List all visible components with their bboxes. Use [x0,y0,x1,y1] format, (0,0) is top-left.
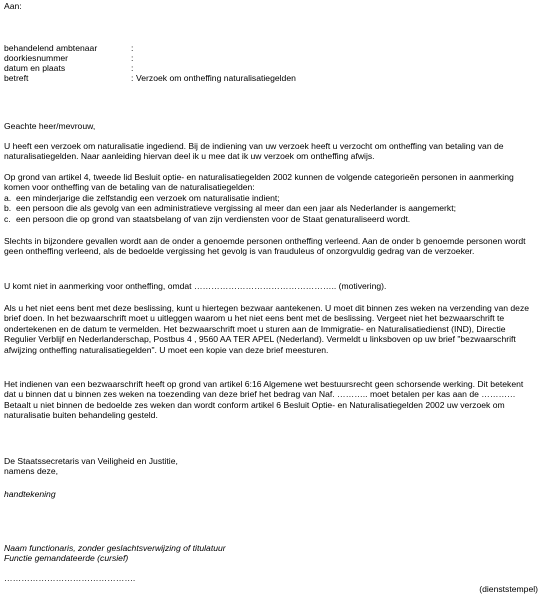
list-item-label: a. [4,192,12,203]
list-item-text: een persoon die als gevolg van een administratieve vergissing al meer dan een jaar als Nederlander is aangemerkt; [16,203,456,214]
salutation: Geachte heer/mevrouw, [4,121,96,131]
paragraph-intro: U heeft een verzoek om naturalisatie ingediend. Bij de indiening van uw verzoek heeft u verzocht om ontheffing van betaling van de naturalisatiegelden. Naar aanleiding hiervan deel ik u mee dat ik uw verzoek om ontheffing afwijs. [4,141,504,162]
meta-colon: : [131,63,134,73]
list-item [4,203,536,213]
paragraph-motivation: U komt niet in aanmerking voor ontheffing, omdat ………………………………………….. (motivering). [4,281,387,291]
paragraph-objection: Als u het niet eens bent met deze beslissing, kunt u hiertegen bezwaar aantekenen. U moet dit binnen zes weken na verzending van deze brief doen. In het bezwaarschrift moet u uitleggen waarom u het niet eens bent met de beslissing. Vergeet niet het bezwaarschrift te ondertekenen en de datum te vermelden. Het bezwaarschrift moet u sturen aan de Immigratie- en Naturalisatiedienst (IND), Directie Regulier Verblijf en Nederlanderschap, Postbus 4 , 9560 AA TER APEL (Nederland). Vermeldt u linksboven op uw brief "bezwaarschrift afwijzing ontheffing naturalisatiegelden". U moet een kopie van deze brief meesturen. [4,303,530,355]
signature-authority: De Staatssecretaris van Veiligheid en Justitie, [4,456,178,466]
list-item-text: een persoon die op grond van staatsbelang of van zijn verdiensten voor de Staat genaturaliseerd wordt. [16,213,411,224]
signature-dotted-line: ………………………………………. [4,573,136,583]
paragraph-special-cases: Slechts in bijzondere gevallen wordt aan de onder a genoemde personen ontheffing verleend. Aan de onder b genoemde personen wordt geen ontheffing verleend, als de bedoelde vergissing het gevolg is van frauduleus of onzorgvuldig gedrag van de verzoeker. [4,236,526,257]
meta-label: doorkiesnummer [4,53,68,63]
paragraph-categories-intro: Op grond van artikel 4, tweede lid Besluit optie- en naturalisatiegelden 2002 kunnen de volgende categorieën personen in aanmerking komen voor ontheffing van de betaling van de naturalisatiegelden: [4,172,514,193]
addressee-label: Aan: [4,1,22,11]
meta-colon: : [131,43,134,53]
meta-label: behandelend ambtenaar [4,43,98,53]
list-item [4,193,536,203]
paragraph-payment: Het indienen van een bezwaarschrift heeft op grond van artikel 6:16 Algemene wet bestuursrecht geen schorsende werking. Dit betekent dat u binnen dat u binnen zes weken na toezending van deze brief het bedrag van Naf. ……….. moet betalen per kas aan de ………… Betaalt u niet binnen de bedoelde zes weken dan wordt conform artikel 6 Besluit Optie- en Naturalisatiegelden 2002 uw verzoek om naturalisatie buiten behandeling gesteld. [4,379,524,421]
service-stamp: (dienststempel) [479,584,538,594]
meta-value: Verzoek om ontheffing naturalisatiegelden [136,73,296,83]
meta-colon: : [131,73,134,83]
list-item [4,214,536,224]
signature-on-behalf: namens deze, [4,466,58,476]
signature-handtekening: handtekening [4,489,56,499]
meta-colon: : [131,53,134,63]
signature-name: Naam functionaris, zonder geslachtsverwijzing of titulatuur [4,543,226,553]
paragraph-categories [4,172,536,224]
signature-function: Functie gemandateerde (cursief) [4,553,129,563]
list-item-label: b. [4,203,12,214]
list-item-label: c. [4,213,11,224]
meta-label: betreft [4,73,29,83]
meta-label: datum en plaats [4,63,66,73]
list-item-text: een minderjarige die zelfstandig een verzoek om naturalisatie indient; [16,192,280,203]
